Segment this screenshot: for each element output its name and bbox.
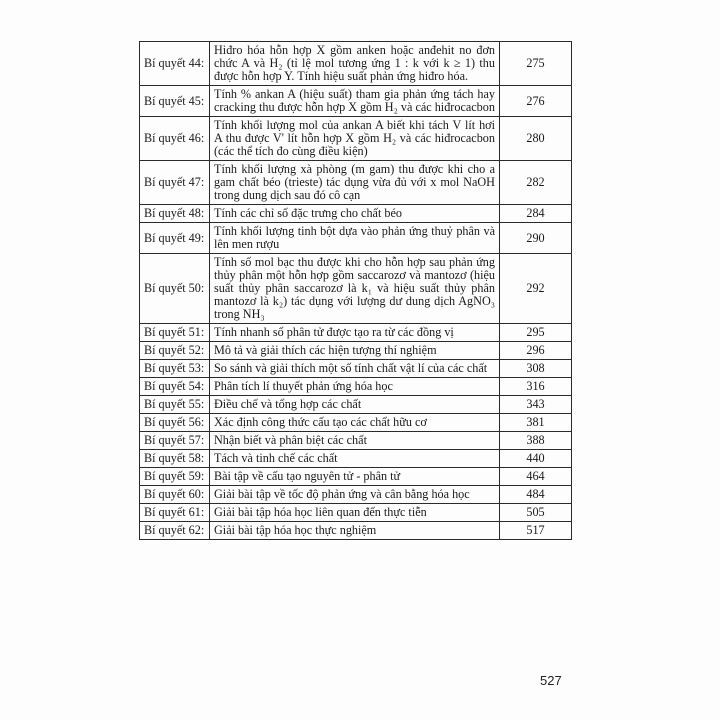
- table-row: [140, 486, 572, 504]
- section-page-number: 343: [500, 396, 572, 414]
- section-page-number: 290: [500, 223, 572, 254]
- page-number: 527: [540, 673, 562, 688]
- section-title: Tính khối lượng tinh bột dựa vào phản ứng thuỷ phân và lên men rượu: [210, 223, 500, 254]
- section-label: Bí quyết 52:: [140, 342, 210, 360]
- section-page-number: 484: [500, 486, 572, 504]
- section-title: Nhận biết và phân biệt các chất: [210, 432, 500, 450]
- section-label: Bí quyết 59:: [140, 468, 210, 486]
- section-label: Bí quyết 60:: [140, 486, 210, 504]
- section-title: Tính khối lượng mol của ankan A biết khi tách V lít hơi A thu được V' lít hỗn hợp X gồm H₂ và các hiđrocacbon (các thể tích đo cùng điều kiện): [210, 117, 500, 161]
- section-page-number: 292: [500, 254, 572, 324]
- section-page-number: 464: [500, 468, 572, 486]
- section-page-number: 280: [500, 117, 572, 161]
- section-label: Bí quyết 46:: [140, 117, 210, 161]
- section-page-number: 296: [500, 342, 572, 360]
- section-title: Tính nhanh số phân tử được tạo ra từ các đồng vị: [210, 324, 500, 342]
- table-row: [140, 205, 572, 223]
- table-row: [140, 396, 572, 414]
- toc-body: [140, 42, 572, 540]
- section-page-number: 308: [500, 360, 572, 378]
- section-title: Tính số mol bạc thu được khi cho hỗn hợp sau phản ứng thủy phân một hỗn hợp gồm saccarozơ và mantozơ (hiệu suất thủy phân saccarozơ là k₁ và hiệu suất thủy phân mantozơ là k₂) tác dụng với lượng dư dung dịch AgNO₃ trong NH₃: [210, 254, 500, 324]
- table-of-contents: [139, 41, 572, 540]
- table-row: [140, 324, 572, 342]
- section-title: Phân tích lí thuyết phản ứng hóa học: [210, 378, 500, 396]
- section-label: Bí quyết 57:: [140, 432, 210, 450]
- table-row: [140, 254, 572, 324]
- table-row: [140, 86, 572, 117]
- section-page-number: 381: [500, 414, 572, 432]
- section-label: Bí quyết 56:: [140, 414, 210, 432]
- section-page-number: 276: [500, 86, 572, 117]
- section-page-number: 284: [500, 205, 572, 223]
- section-label: Bí quyết 45:: [140, 86, 210, 117]
- section-label: Bí quyết 53:: [140, 360, 210, 378]
- section-page-number: 388: [500, 432, 572, 450]
- section-label: Bí quyết 49:: [140, 223, 210, 254]
- section-title: Tính các chỉ số đặc trưng cho chất béo: [210, 205, 500, 223]
- section-label: Bí quyết 47:: [140, 161, 210, 205]
- section-title: Tính khối lượng xà phòng (m gam) thu được khi cho a gam chất béo (trieste) tác dụng vừa đủ với x mol NaOH trong dung dịch sau đó cô cạn: [210, 161, 500, 205]
- section-title: Giải bài tập về tốc độ phản ứng và cân bằng hóa học: [210, 486, 500, 504]
- section-page-number: 282: [500, 161, 572, 205]
- section-page-number: 505: [500, 504, 572, 522]
- section-label: Bí quyết 48:: [140, 205, 210, 223]
- section-label: Bí quyết 51:: [140, 324, 210, 342]
- table-row: [140, 161, 572, 205]
- section-label: Bí quyết 54:: [140, 378, 210, 396]
- table-row: [140, 468, 572, 486]
- section-title: Bài tập về cấu tạo nguyên tử - phân tử: [210, 468, 500, 486]
- section-label: Bí quyết 61:: [140, 504, 210, 522]
- section-title: Giải bài tập hóa học liên quan đến thực tiễn: [210, 504, 500, 522]
- table-row: [140, 223, 572, 254]
- table-row: [140, 450, 572, 468]
- section-page-number: 275: [500, 42, 572, 86]
- section-title: Giải bài tập hóa học thực nghiệm: [210, 522, 500, 540]
- table-row: [140, 522, 572, 540]
- table-row: [140, 117, 572, 161]
- section-label: Bí quyết 50:: [140, 254, 210, 324]
- table-row: [140, 504, 572, 522]
- section-title: Điều chế và tổng hợp các chất: [210, 396, 500, 414]
- section-title: Xác định công thức cấu tạo các chất hữu cơ: [210, 414, 500, 432]
- table-row: [140, 342, 572, 360]
- section-page-number: 440: [500, 450, 572, 468]
- table-row: [140, 414, 572, 432]
- table-row: [140, 432, 572, 450]
- table-row: [140, 378, 572, 396]
- section-page-number: 295: [500, 324, 572, 342]
- section-label: Bí quyết 62:: [140, 522, 210, 540]
- section-title: Mô tả và giải thích các hiện tượng thí nghiệm: [210, 342, 500, 360]
- section-page-number: 517: [500, 522, 572, 540]
- section-label: Bí quyết 58:: [140, 450, 210, 468]
- table-row: [140, 42, 572, 86]
- table-row: [140, 360, 572, 378]
- section-title: Tính % ankan A (hiệu suất) tham gia phản ứng tách hay cracking thu được hỗn hợp X gồm H₂ và các hiđrocacbon: [210, 86, 500, 117]
- section-title: So sánh và giải thích một số tính chất vật lí của các chất: [210, 360, 500, 378]
- section-page-number: 316: [500, 378, 572, 396]
- section-title: Tách và tinh chế các chất: [210, 450, 500, 468]
- section-label: Bí quyết 44:: [140, 42, 210, 86]
- section-title: Hiđro hóa hỗn hợp X gồm anken hoặc anđehit no đơn chức A và H₂ (tỉ lệ mol tương ứng 1 : k với k ≥ 1) thu được hỗn hợp Y. Tính hiệu suất phản ứng hiđro hóa.: [210, 42, 500, 86]
- section-label: Bí quyết 55:: [140, 396, 210, 414]
